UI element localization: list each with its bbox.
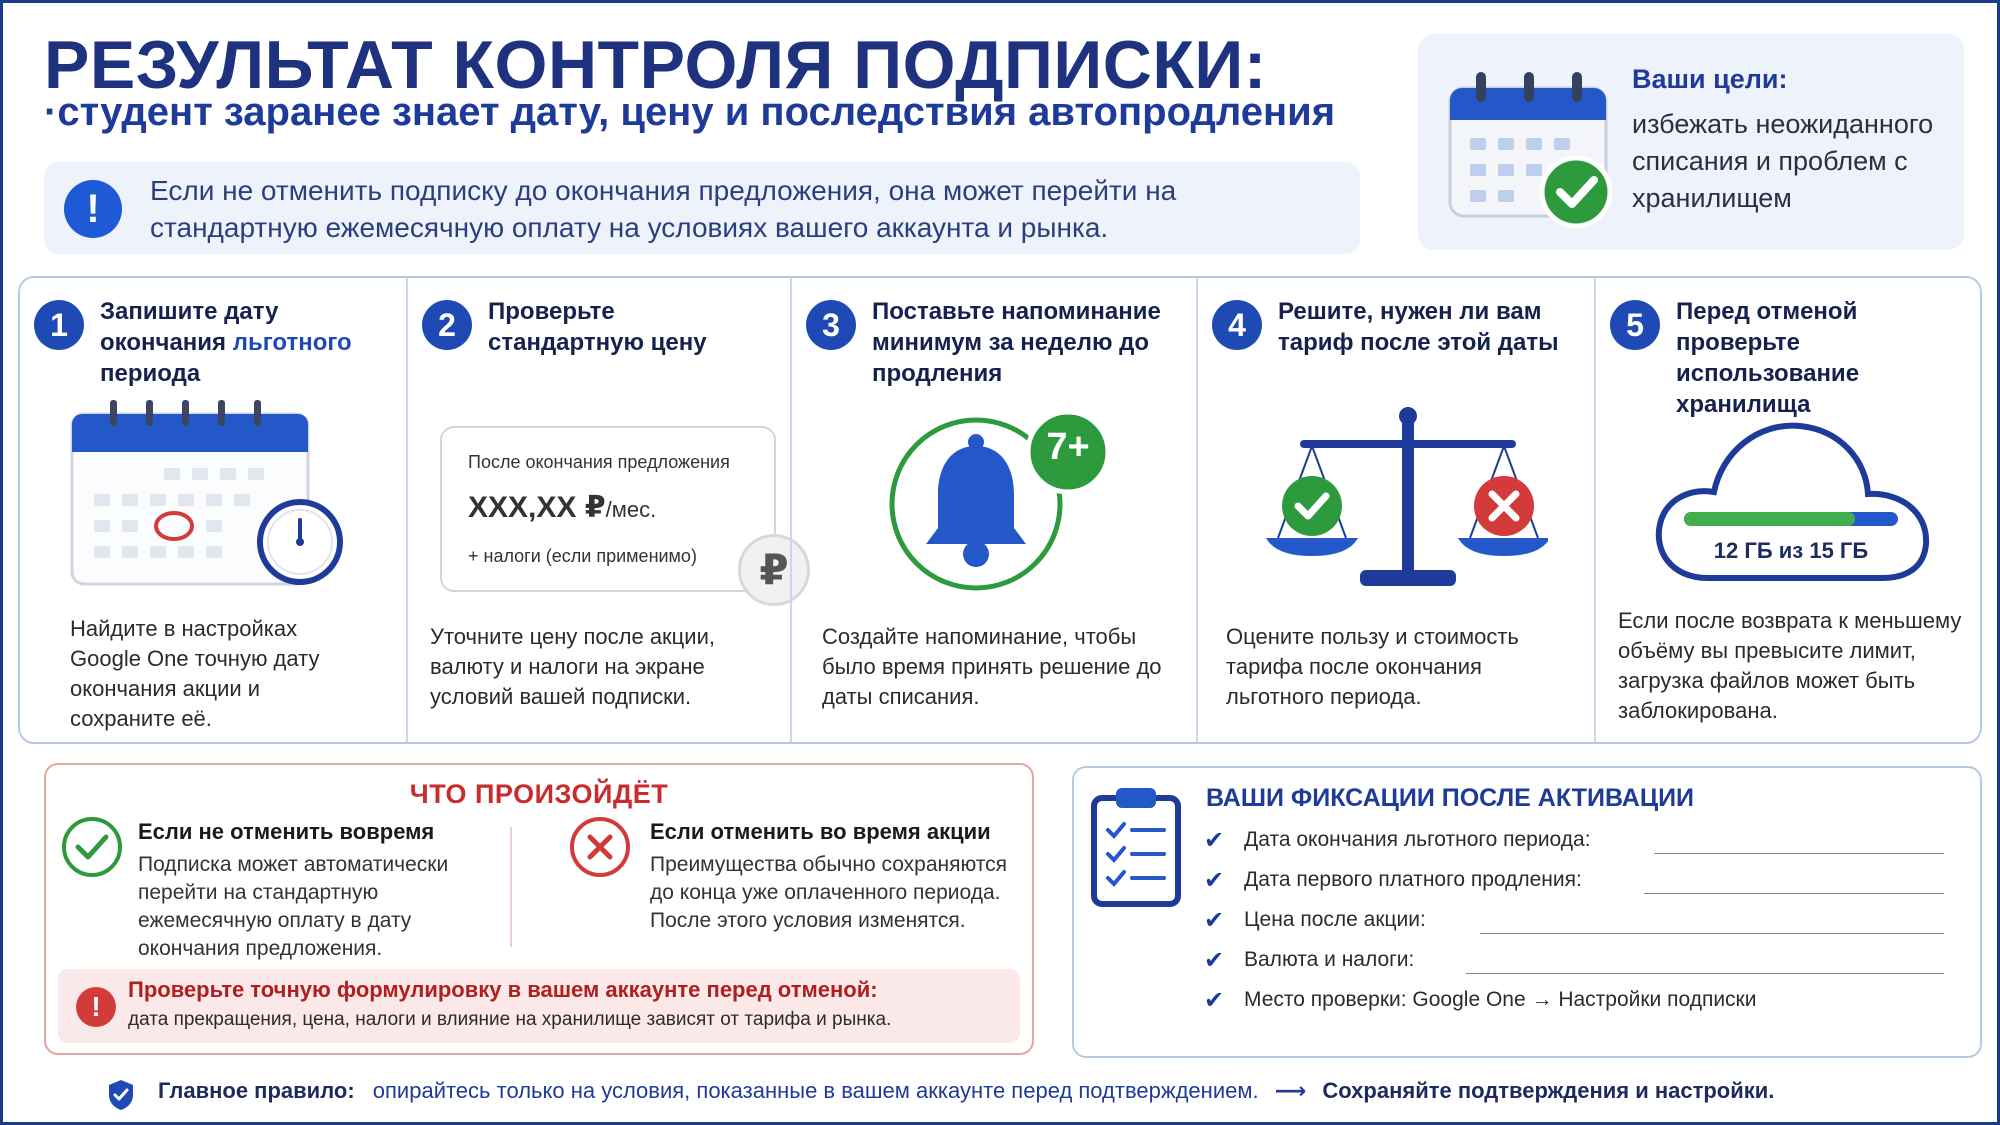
fixation-item xyxy=(1204,864,1944,904)
calendar-clock-icon xyxy=(60,400,360,600)
storage-usage-label: 12 ГБ из 15 ГБ xyxy=(1713,538,1869,563)
step-title: Решите, нужен ли вам тариф после этой даты xyxy=(1278,298,1559,356)
outcome-cancel-body: Преимущества обычно сохраняются до конца уже оплаченного периода. После этого условия изменятся. xyxy=(650,853,1008,932)
step-2 xyxy=(406,278,790,742)
outcome-alert-body: дата прекращения, цена, налоги и влияние на хранилище зависят от тарифа и рынка. xyxy=(128,1009,892,1030)
step-number: 2 xyxy=(422,300,472,350)
step-number: 3 xyxy=(806,300,856,350)
step-5 xyxy=(1594,278,1980,742)
checkmark-icon: ✔ xyxy=(1204,987,1225,1014)
price-card xyxy=(440,426,789,593)
price-value: XXX,XX ₽/мес. xyxy=(468,491,657,524)
footer-rule-text: опирайтесь только на условия, показанные в вашем аккаунте перед подтверждением. xyxy=(372,1078,1259,1103)
fixation-input-line[interactable] xyxy=(1466,973,1944,974)
checkmark-icon: ✔ xyxy=(1204,827,1225,854)
outcome-alert-head: Проверьте точную формулировку в вашем аккаунте перед отменой: xyxy=(128,977,878,1002)
step-title: Запишите дату окончания льготного периода xyxy=(100,298,352,387)
outcome-cancel-head: Если отменить во время акции xyxy=(650,819,991,844)
check-circle-icon xyxy=(60,815,124,879)
warning-text: Если не отменить подписку до окончания предложения, она может перейти на стандартную ежемесячную оплату на условиях вашего аккаунта и рынка. xyxy=(150,175,1177,243)
step-title: Перед отменой проверьте использование хранилища xyxy=(1676,298,1860,418)
fixation-label: Дата окончания льготного периода: xyxy=(1244,828,1591,851)
step-description: Найдите в настройках Google One точную дату окончания акции и сохраните её. xyxy=(70,616,320,731)
fixation-label: Валюта и налоги: xyxy=(1244,948,1415,971)
step-title: Проверьте стандартную цену xyxy=(488,298,707,356)
outcome-cancel xyxy=(650,817,1020,935)
fixation-item xyxy=(1204,824,1944,864)
fixation-label: Место проверки: Google One → Настройки подписки xyxy=(1244,988,1757,1011)
fixations-title: ВАШИ ФИКСАЦИИ ПОСЛЕ АКТИВАЦИИ xyxy=(1206,784,1695,812)
footer-rule xyxy=(158,1078,1774,1104)
step-description: Оцените пользу и стоимость тарифа после окончания льготного периода. xyxy=(1226,624,1519,709)
footer-tail: Сохраняйте подтверждения и настройки. xyxy=(1322,1078,1775,1103)
price-tax-note: + налоги (если применимо) xyxy=(468,546,697,566)
fixation-input-line[interactable] xyxy=(1480,933,1944,934)
outcome-no-cancel-body: Подписка может автоматически перейти на стандартную ежемесячную оплату в дату окончания предложения. xyxy=(138,853,449,960)
step-number: 4 xyxy=(1212,300,1262,350)
goals-card xyxy=(1418,34,1964,250)
reminder-badge: 7+ xyxy=(1046,426,1090,468)
checkmark-icon: ✔ xyxy=(1204,867,1225,894)
goals-title: Ваши цели: xyxy=(1632,64,1788,94)
fixation-input-line[interactable] xyxy=(1644,893,1944,894)
step-description: Если после возврата к меньшему объёму вы превысите лимит, загрузка файлов может быть заблокирована. xyxy=(1618,608,1962,723)
page-title: РЕЗУЛЬТАТ КОНТРОЛЯ ПОДПИСКИ: xyxy=(44,27,1267,103)
outcome-alert xyxy=(58,969,1020,1043)
step-description: Создайте напоминание, чтобы было время принять решение до даты списания. xyxy=(822,624,1162,709)
fixation-item xyxy=(1204,984,1944,1024)
step-3 xyxy=(790,278,1196,742)
shield-check-icon xyxy=(106,1078,136,1112)
outcome-no-cancel xyxy=(138,817,488,963)
fixation-item xyxy=(1204,904,1944,944)
outcome-title: ЧТО ПРОИЗОЙДЁТ xyxy=(409,779,669,809)
scales-icon xyxy=(1248,406,1548,606)
warning-banner xyxy=(44,162,1360,254)
storage-usage-bar xyxy=(1684,512,1855,526)
fixation-label: Дата первого платного продления: xyxy=(1244,868,1582,891)
goals-text: избежать неожиданного списания и проблем с хранилищем xyxy=(1632,109,1934,213)
arrow-right-icon: ⟶ xyxy=(1274,1078,1307,1103)
fixations-list xyxy=(1204,824,1944,1024)
step-4 xyxy=(1196,278,1594,742)
outcome-panel xyxy=(44,763,1034,1055)
exclamation-icon: ! xyxy=(64,180,122,238)
clipboard-checklist-icon xyxy=(1088,784,1184,910)
step-description: Уточните цену после акции, валюту и налоги на экране условий вашей подписки. xyxy=(430,624,715,709)
calendar-check-icon xyxy=(1436,48,1626,238)
ruble-icon: ₽ xyxy=(738,534,810,606)
cross-circle-icon xyxy=(568,815,632,879)
fixation-input-line[interactable] xyxy=(1654,853,1944,854)
checkmark-icon: ✔ xyxy=(1204,907,1225,934)
steps-panel xyxy=(18,276,1982,744)
step-title: Поставьте напоминание минимум за неделю до продления xyxy=(872,298,1161,387)
fixation-item xyxy=(1204,944,1944,984)
cloud-storage-icon xyxy=(1650,400,1940,590)
step-number: 5 xyxy=(1610,300,1660,350)
fixation-label: Цена после акции: xyxy=(1244,908,1426,931)
fixations-panel xyxy=(1072,766,1982,1058)
outcome-divider xyxy=(510,827,512,947)
footer-rule-label: Главное правило: xyxy=(158,1078,355,1103)
price-caption: После окончания предложения xyxy=(468,452,730,472)
step-number: 1 xyxy=(34,300,84,350)
step-1 xyxy=(20,278,406,742)
checkmark-icon: ✔ xyxy=(1204,947,1225,974)
page-subtitle: ·студент заранее знает дату, цену и последствия автопродления xyxy=(44,90,1336,134)
alert-icon: ! xyxy=(76,987,116,1027)
outcome-no-cancel-head: Если не отменить вовремя xyxy=(138,819,435,844)
